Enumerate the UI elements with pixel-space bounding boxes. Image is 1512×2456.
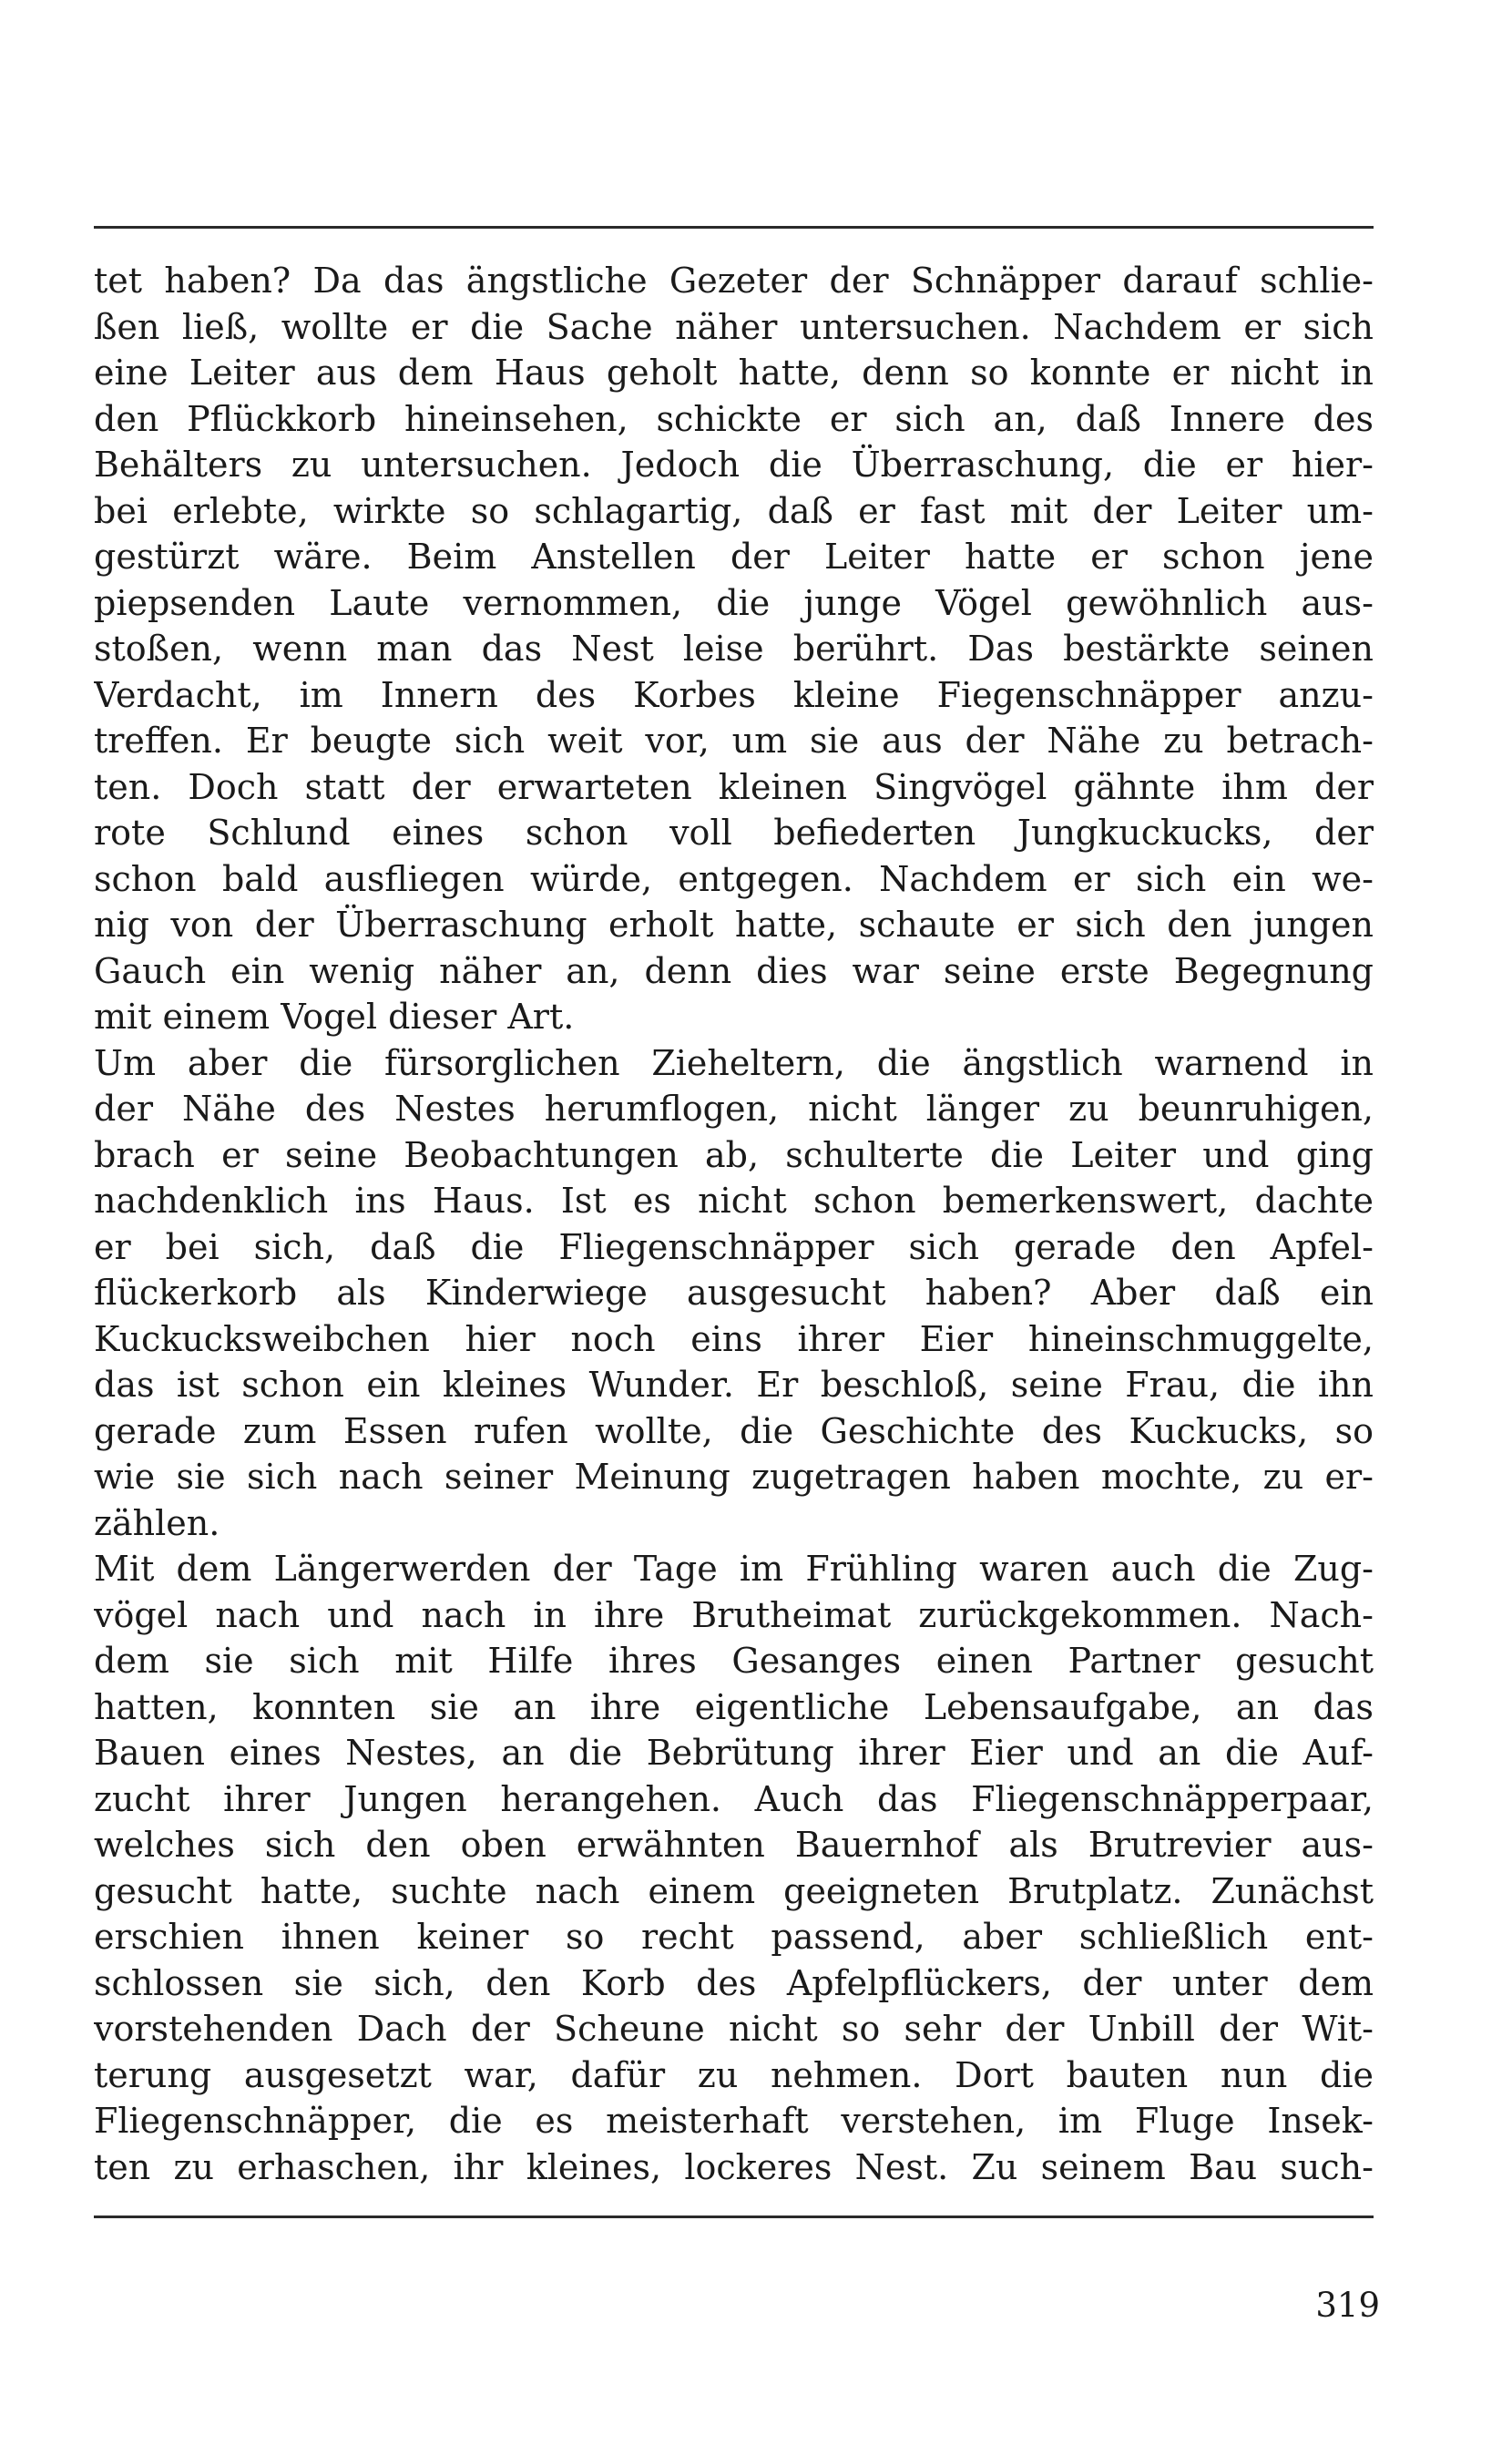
body-text xyxy=(94,258,1374,2190)
text-line: vögel nach und nach in ihre Brutheimat zurückgekommen. Nach- xyxy=(94,1594,1374,1635)
text-line: piepsenden Laute vernommen, die junge Vögel gewöhnlich aus- xyxy=(94,582,1374,623)
text-line: Behälters zu untersuchen. Jedoch die Überraschung, die er hier- xyxy=(94,445,1374,485)
text-line: mit einem Vogel dieser Art. xyxy=(94,997,575,1037)
text-line: tet haben? Da das ängstliche Gezeter der Schnäpper darauf schlie- xyxy=(94,261,1374,301)
text-line: Kuckucksweibchen hier noch eins ihrer Eier hineinschmuggelte, xyxy=(94,1318,1374,1359)
text-line: dem sie sich mit Hilfe ihres Gesanges einen Partner gesucht xyxy=(94,1641,1374,1681)
text-line: zucht ihrer Jungen herangehen. Auch das Fliegenschnäpperpaar, xyxy=(94,1778,1374,1819)
text-line: zählen. xyxy=(94,1502,220,1543)
text-line: erschien ihnen keiner so recht passend, aber schließlich ent- xyxy=(94,1917,1374,1957)
text-line: rote Schlund eines schon voll befiederten Jungkuckucks, der xyxy=(94,813,1374,853)
text-line: ten. Doch statt der erwarteten kleinen Singvögel gähnte ihm der xyxy=(94,766,1374,807)
text-line: stoßen, wenn man das Nest leise berührt. Das bestärkte seinen xyxy=(94,629,1374,669)
text-line: bei erlebte, wirkte so schlagartig, daß er fast mit der Leiter um- xyxy=(94,490,1374,531)
text-line: wie sie sich nach seiner Meinung zugetragen haben mochte, zu er- xyxy=(94,1457,1374,1497)
text-line: nig von der Überraschung erholt hatte, schaute er sich den jungen xyxy=(94,905,1374,945)
text-line: er bei sich, daß die Fliegenschnäpper sich gerade den Apfel- xyxy=(94,1226,1374,1267)
text-line: nachdenklich ins Haus. Ist es nicht schon bemerkenswert, dachte xyxy=(94,1181,1374,1221)
text-line: treffen. Er beugte sich weit vor, um sie aus der Nähe zu betrach- xyxy=(94,721,1374,761)
text-line: Um aber die fürsorglichen Zieheltern, die ängstlich warnend in xyxy=(94,1042,1374,1083)
text-line: schlossen sie sich, den Korb des Apfelpflückers, der unter dem xyxy=(94,1962,1374,2003)
text-line: gestürzt wäre. Beim Anstellen der Leiter hatte er schon jene xyxy=(94,537,1374,577)
text-line: vorstehenden Dach der Scheune nicht so sehr der Unbill der Wit- xyxy=(94,2009,1374,2049)
text-line: der Nähe des Nestes herumflogen, nicht länger zu beunruhigen, xyxy=(94,1089,1374,1129)
text-line: schon bald ausfliegen würde, entgegen. Nachdem er sich ein we- xyxy=(94,858,1374,899)
text-line: ßen ließ, wollte er die Sache näher untersuchen. Nachdem er sich xyxy=(94,306,1374,347)
text-line: gerade zum Essen rufen wollte, die Geschichte des Kuckucks, so xyxy=(94,1410,1374,1451)
text-line: ten zu erhaschen, ihr kleines, lockeres Nest. Zu seinem Bau such- xyxy=(94,2146,1374,2187)
footer-rule xyxy=(94,2216,1374,2218)
page-number: 319 xyxy=(1315,2286,1380,2325)
text-line: Gauch ein wenig näher an, denn dies war seine erste Begegnung xyxy=(94,950,1374,991)
text-line: Fliegenschnäpper, die es meisterhaft verstehen, im Fluge Insek- xyxy=(94,2101,1374,2141)
text-line: gesucht hatte, suchte nach einem geeigneten Brutplatz. Zunächst xyxy=(94,1870,1374,1911)
text-line: das ist schon ein kleines Wunder. Er beschloß, seine Frau, die ihn xyxy=(94,1365,1374,1405)
text-line: eine Leiter aus dem Haus geholt hatte, denn so konnte er nicht in xyxy=(94,353,1374,393)
text-line: Bauen eines Nestes, an die Bebrütung ihrer Eier und an die Auf- xyxy=(94,1733,1374,1773)
text-line: brach er seine Beobachtungen ab, schulterte die Leiter und ging xyxy=(94,1134,1374,1175)
text-line: flückerkorb als Kinderwiege ausgesucht haben? Aber daß ein xyxy=(94,1273,1374,1313)
text-line: terung ausgesetzt war, dafür zu nehmen. Dort bauten nun die xyxy=(94,2054,1374,2095)
text-line: Mit dem Längerwerden der Tage im Frühling waren auch die Zug- xyxy=(94,1549,1374,1589)
text-line: welches sich den oben erwähnten Bauernhof als Brutrevier aus- xyxy=(94,1825,1374,1865)
text-line: hatten, konnten sie an ihre eigentliche Lebensaufgabe, an das xyxy=(94,1686,1374,1727)
text-line: den Pflückkorb hineinsehen, schickte er sich an, daß Innere des xyxy=(94,398,1374,439)
header-rule xyxy=(94,226,1374,229)
text-line: Verdacht, im Innern des Korbes kleine Fiegenschnäpper anzu- xyxy=(94,674,1374,715)
